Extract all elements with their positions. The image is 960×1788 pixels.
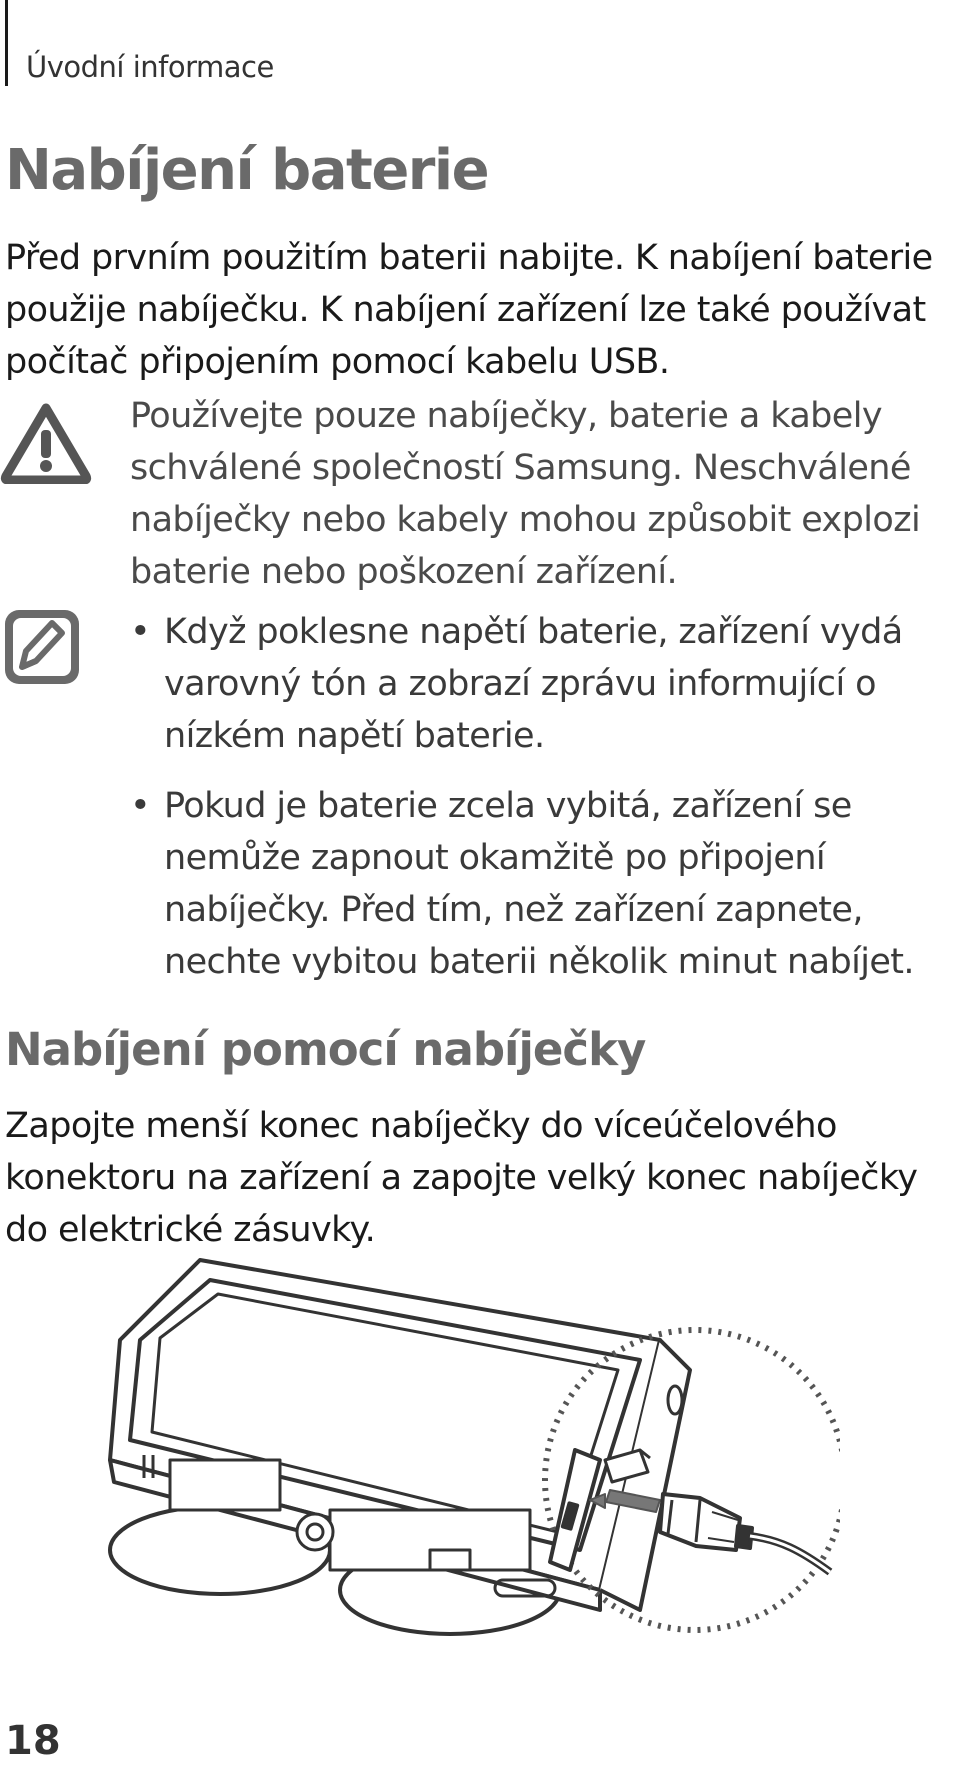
list-item bbox=[130, 780, 950, 988]
page-title: Nabíjení baterie bbox=[5, 138, 489, 203]
bullet-icon: • bbox=[130, 612, 151, 652]
list-item bbox=[130, 606, 950, 762]
intro-paragraph: Před prvním použitím baterii nabijte. K nabíjení baterie použije nabíječku. K nabíjení zařízení lze také používat počítač připojením pomocí kabelu USB. bbox=[5, 238, 933, 382]
header-rule bbox=[5, 0, 8, 86]
section-header: Úvodní informace bbox=[26, 50, 274, 84]
bullet-text: Když poklesne napětí baterie, zařízení vydá varovný tón a zobrazí zprávu informující o nízkém napětí baterie. bbox=[164, 612, 903, 756]
device-charging-illustration bbox=[100, 1250, 840, 1654]
subsection-paragraph: Zapojte menší konec nabíječky do víceúčelového konektoru na zařízení a zapojte velký konec nabíječky do elektrické zásuvky. bbox=[5, 1106, 918, 1250]
bullet-text: Pokud je baterie zcela vybitá, zařízení se nemůže zapnout okamžitě po připojení nabíječky. Před tím, než zařízení zapnete, nechte vybitou baterii několik minut nabíjet. bbox=[164, 786, 914, 982]
page-number: 18 bbox=[5, 1718, 61, 1764]
bullet-icon: • bbox=[130, 786, 151, 826]
subsection-title: Nabíjení pomocí nabíječky bbox=[5, 1023, 646, 1076]
warning-triangle-icon bbox=[0, 402, 92, 488]
note-bullet-list bbox=[130, 606, 950, 1006]
warning-text: Používejte pouze nabíječky, baterie a kabely schválené společností Samsung. Neschválené nabíječky nebo kabely mohou způsobit explozi baterie nebo poškození zařízení. bbox=[130, 396, 921, 592]
note-pencil-icon bbox=[0, 605, 84, 693]
